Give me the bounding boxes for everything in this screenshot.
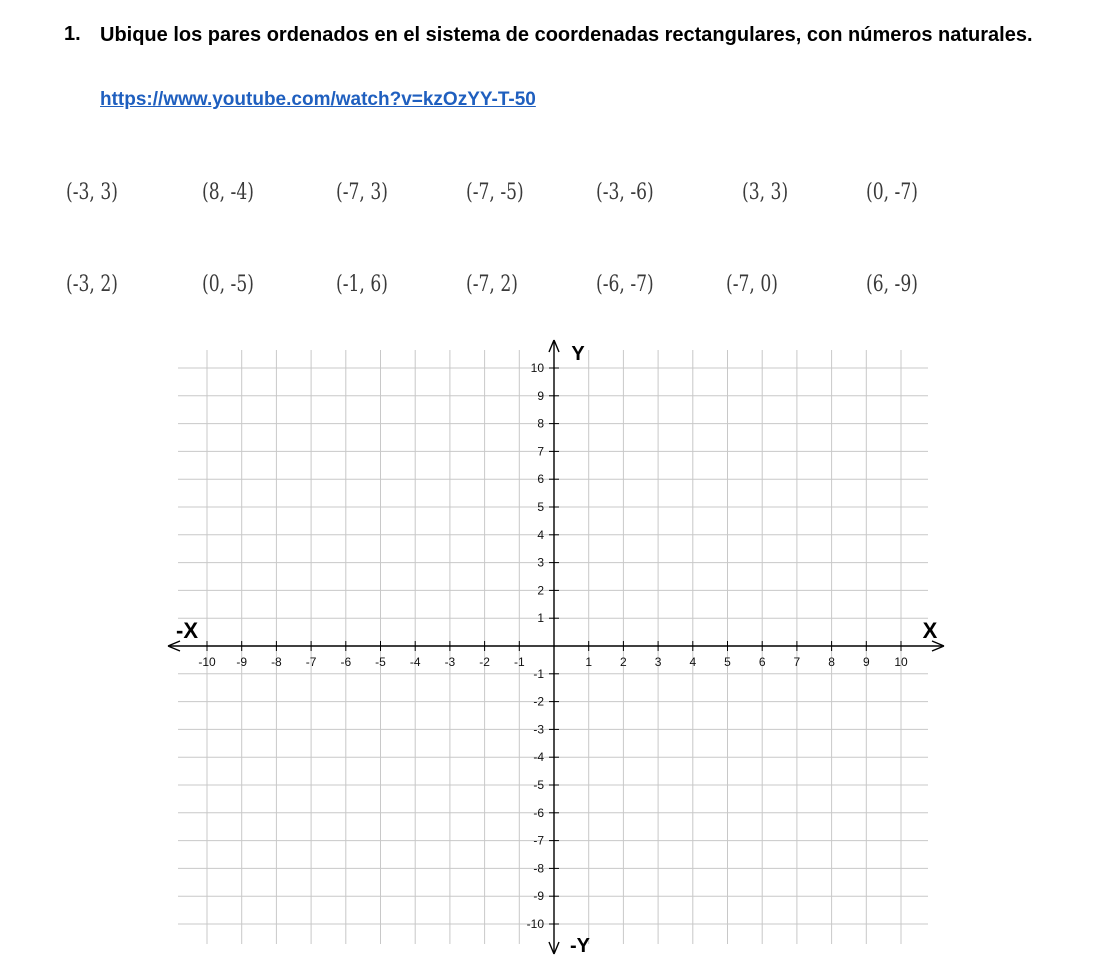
y-tick-label: -5 (533, 778, 544, 792)
y-tick-label: -4 (533, 750, 544, 765)
y-tick-label: -9 (533, 889, 544, 904)
x-tick-label: -7 (305, 655, 317, 669)
ordered-pair: (-3, 3) (66, 180, 118, 205)
x-tick-label: -5 (375, 655, 386, 669)
ordered-pair: (-7, 2) (466, 272, 518, 297)
ordered-pair: (-7, 3) (336, 180, 388, 205)
y-tick-label: 10 (530, 361, 544, 375)
y-tick-label: 2 (537, 583, 544, 598)
x-tick-label: -1 (513, 655, 525, 669)
y-tick-label: 5 (537, 500, 544, 514)
y-tick-label: 9 (537, 388, 544, 403)
video-link[interactable]: https://www.youtube.com/watch?v=kzOzYY-T-50 (100, 89, 536, 110)
x-tick-label: 6 (758, 655, 766, 669)
y-tick-label: 1 (537, 611, 544, 626)
ordered-pair: (6, -9) (866, 272, 918, 297)
y-tick-label: -3 (533, 722, 544, 737)
y-tick-label: -1 (533, 666, 544, 681)
y-tick-label: 3 (537, 555, 544, 570)
neg-y-axis-label: -Y (570, 935, 590, 957)
x-tick-label: -2 (479, 655, 490, 669)
ordered-pair: (-7, 0) (726, 272, 778, 297)
y-tick-label: -10 (526, 917, 544, 931)
neg-x-axis-label: -X (176, 618, 198, 643)
ordered-pair: (-3, -6) (596, 180, 654, 205)
ordered-pair: (8, -4) (202, 180, 254, 205)
x-tick-label: 3 (654, 655, 662, 669)
x-tick-label: 10 (894, 655, 908, 669)
y-tick-label: -7 (533, 833, 544, 848)
x-tick-label: -3 (444, 655, 456, 669)
y-tick-label: -2 (533, 694, 544, 709)
y-tick-label: 7 (537, 444, 544, 459)
y-tick-label: 8 (537, 416, 544, 431)
y-axis-label: Y (571, 343, 585, 365)
ordered-pair: (-7, -5) (466, 180, 524, 205)
x-tick-label: -4 (409, 655, 421, 669)
x-tick-label: 2 (620, 655, 627, 669)
x-tick-label: -6 (340, 655, 352, 669)
question-text: Ubique los pares ordenados en el sistema de coordenadas rectangulares, con números naturales. (100, 24, 1033, 46)
ordered-pair: (-1, 6) (336, 272, 388, 297)
y-tick-label: -8 (533, 861, 544, 876)
x-tick-label: 7 (793, 655, 801, 669)
ordered-pair: (3, 3) (742, 180, 789, 205)
y-tick-label: 6 (537, 472, 544, 487)
x-tick-label: -8 (271, 655, 282, 669)
x-tick-label: 1 (585, 655, 593, 669)
x-axis-label: X (922, 618, 938, 643)
x-tick-label: 9 (862, 655, 870, 669)
ordered-pair: (-6, -7) (596, 272, 654, 297)
x-tick-label: 4 (689, 655, 697, 669)
ordered-pair: (-3, 2) (66, 272, 118, 297)
x-tick-label: -10 (198, 655, 216, 669)
y-tick-label: 4 (537, 527, 544, 542)
x-tick-label: 8 (828, 655, 835, 669)
question-number: 1. (64, 23, 81, 45)
x-tick-label: 5 (724, 655, 731, 669)
ordered-pair: (0, -5) (202, 272, 254, 297)
x-tick-label: -9 (236, 655, 248, 669)
y-tick-label: -6 (533, 805, 544, 820)
ordered-pair: (0, -7) (866, 180, 918, 205)
